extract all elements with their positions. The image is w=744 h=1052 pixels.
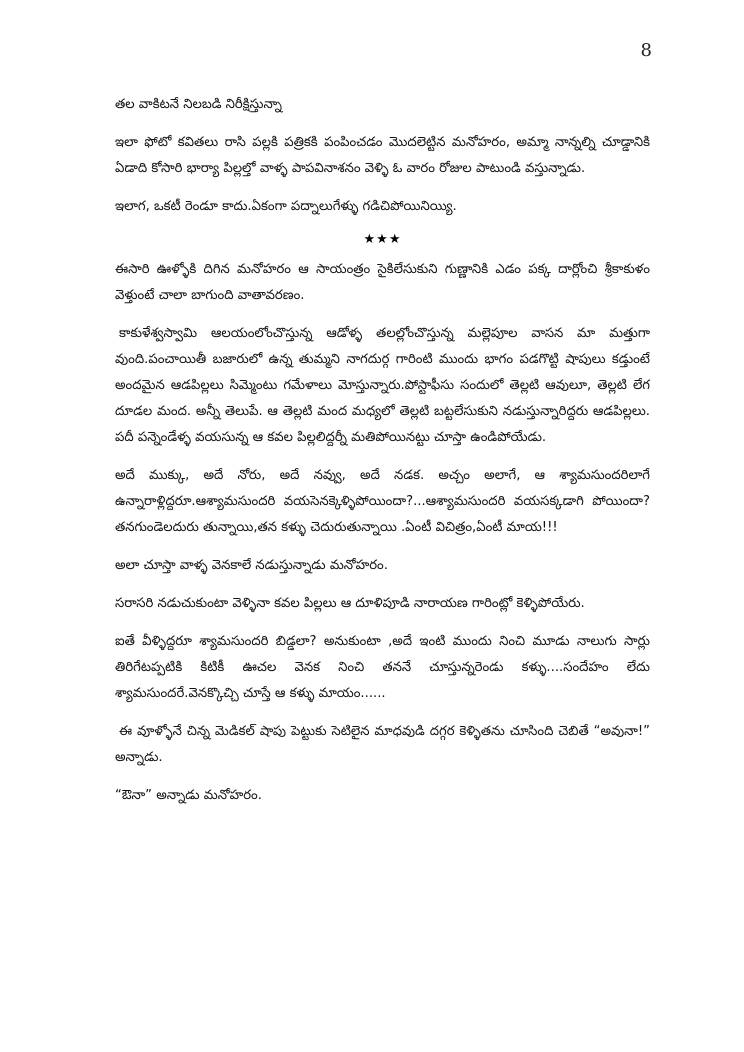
section-separator: ★★★ (363, 232, 402, 247)
paragraph: ఇలా ఫోటో కవితలు రాసి పల్లకి పత్రికకి పంపించడం మొదలెట్టిన మనోహరం, అమ్మా నాన్నల్ని చూడ్డానికి ఏడాది కోసారి భార్యా పిల్లల్తో వాళ్ళ పాపవినాశనం వెళ్ళి ఓ వారం రోజుల పాటుండి వస్తున్నాడు. (115, 135, 650, 176)
paragraph: అదే ముక్కు, అదే నోరు, అదే నవ్వు, అదే నడక. అచ్చం అలాగే, ఆ శ్యామసుందరిలాగే ఉన్నారాళ్లిద్దరూ.ఆశ్యామసుందరి వయసెనక్కెళ్ళిపోయిందా?...ఆశ్యామసుందరి వయసక్కడాగి పోయిందా? తనగుండెలదురు తున్నాయి,తన కళ్ళు చెదురుతున్నాయి .ఏంటీ విచిత్రం,ఏంటీ మాయ!!! (115, 468, 650, 535)
page-body (115, 92, 650, 821)
paragraph: సరాసరి నడుచుకుంటా వెళ్ళినా కవల పిల్లలు ఆ దూళిపూడి నారాయణ గారింట్లో కెళ్ళిపోయేరు. (115, 596, 585, 611)
paragraph: ఐతే వీళ్ళిద్దరూ శ్యామసుందరి బిడ్డలా? అనుకుంటా ,అదే ఇంటి ముందు నించి మూడు నాలుగు సార్లు తిరిగేటప్పటికి కిటికీ ఊచల వెనక నించి తననే చూస్తున్నరెండు కళ్ళు....సందేహం లేదు శ్యామసుందరే.వెనక్కొచ్చి చూస్తే ఆ కళ్ళు మాయం...... (115, 634, 650, 701)
paragraph: కాకుళేశ్వస్వామి ఆలయంలోంచొస్తున్న ఆడోళ్ళ తలల్లోంచొస్తున్న మల్లెపూల వాసన మా మత్తుగా వుంది.పంచాయితీ బజారులో ఉన్న తుమ్మని నాగదుర్గ గారింటి ముందు భాగం పడగొట్టి షాపులు కడ్తుంటే అందమైన ఆడపిల్లలు సిమ్మెంటు గమేళాలు మోస్తున్నారు.పోస్టాఫీసు సందులో తెల్లటి ఆవులూ, తెల్లటి లేగ దూడల మంద. అన్నీ తెలుపే. ఆ తెల్లటి మంద మధ్యలో తెల్లటి బట్టలేసుకుని నడుస్తున్నారిద్దరు ఆడపిల్లలు. పదీ పన్నెండేళ్ళ వయసున్న ఆ కవల పిల్లలిద్దర్నీ మతిపోయినట్టు చూస్తా ఉండిపోయేడు. (115, 326, 650, 445)
paragraph: తల వాకిటనే నిలబడి నిరీక్షిస్తున్నా (115, 97, 282, 112)
page-number: 8 (640, 40, 652, 61)
paragraph: “ఔనా” అన్నాడు మనోహరం. (115, 788, 262, 803)
paragraph: ఇలాగ, ఒకటీ రెండూ కాదు.ఏకంగా పద్నాలుగేళ్ళు గడిచిపోయినియ్యి. (115, 199, 457, 214)
paragraph: ఈ వూళ్ళోనే చిన్న మెడికల్ షాపు పెట్టుకు సెటిలైన మాధవుడి దగ్గర కెళ్ళితను చూసింది చెబితే “అవునా!” అన్నాడు. (115, 724, 650, 765)
paragraph: ఈసారి ఊళ్ళోకి దిగిన మనోహరం ఆ సాయంత్రం సైకిలేసుకుని గుణ్ణానికి ఎడం పక్క దార్లోంచి శ్రీకాకుళం వెళ్తుంటే చాలా బాగుంది వాతావరణం. (115, 262, 650, 303)
paragraph: అలా చూస్తా వాళ్ళ వెనకాలే నడుస్తున్నాడు మనోహరం. (115, 558, 388, 573)
